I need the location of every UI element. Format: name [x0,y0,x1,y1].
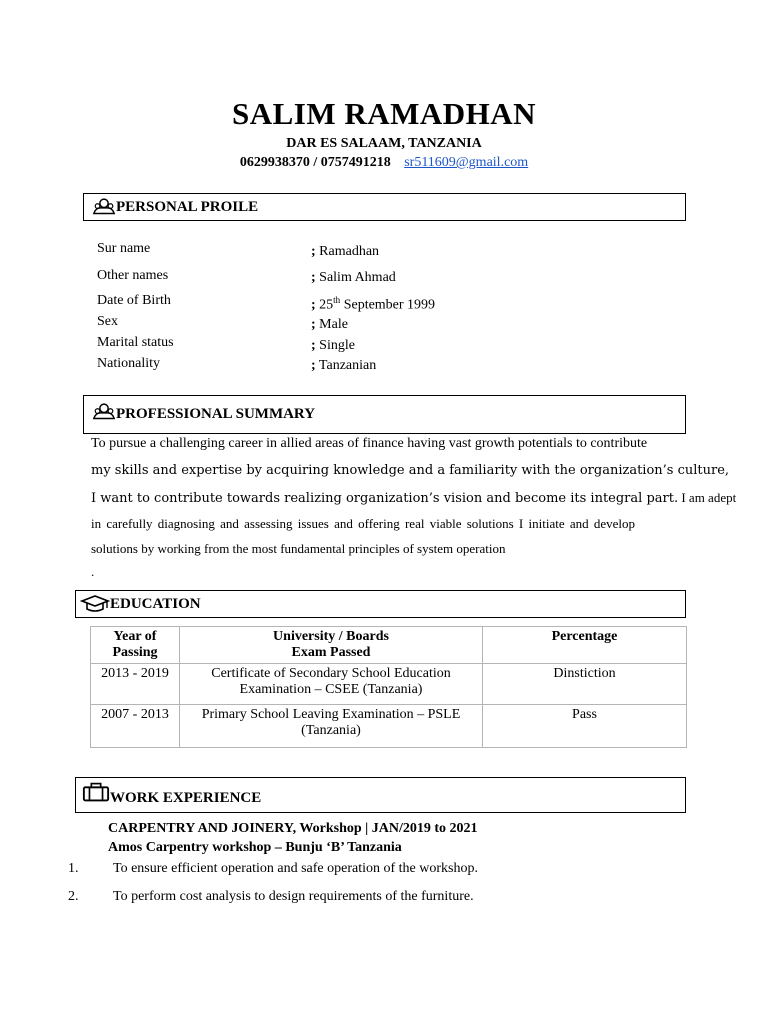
briefcase-icon [82,781,110,803]
table-cell: Primary School Leaving Examination – PSLE (Tanzania) [180,705,483,748]
candidate-name: SALIM RAMADHAN [231,96,537,131]
list-number: 1. [68,861,79,876]
summary-line: in carefully diagnosing and assessing issues and offering real viable solutions I initiate and develop [91,516,636,531]
section-work-experience [75,777,686,813]
summary-line: my skills and expertise by acquiring knowledge and a familiarity with the organization’s culture, [91,463,730,478]
person-group-icon [92,402,116,422]
profile-value: ; 25th September 1999 [311,295,436,313]
profile-label: Date of Birth [97,293,171,308]
summary-line: To pursue a challenging career in allied areas of finance having vast growth potentials to contribute [91,436,648,451]
profile-value: ; Salim Ahmad [311,270,396,285]
profile-value: ; Male [311,317,348,332]
job-title-line: CARPENTRY AND JOINERY, Workshop | JAN/2019 to 2021 [108,821,478,836]
section-title: PROFESSIONAL SUMMARY [116,406,316,422]
summary-line: I want to contribute towards realizing organization’s vision and become its integral part. I am adept [91,490,737,506]
profile-label: Sur name [97,241,151,256]
table-cell: 2007 - 2013 [91,705,180,748]
profile-label: Marital status [97,335,174,350]
column-header: Year of Passing [91,627,180,664]
table-row [91,705,687,748]
profile-value: ; Single [311,338,355,353]
summary-line: . [91,564,95,579]
profile-label: Nationality [97,356,160,371]
graduation-cap-icon [80,594,110,614]
list-item: To perform cost analysis to design requirements of the furniture. [113,889,474,904]
profile-value: ; Tanzanian [311,358,377,373]
summary-line: solutions by working from the most fundamental principles of system operation [91,541,506,556]
table-cell: Pass [483,705,687,748]
employer-line: Amos Carpentry workshop – Bunju ‘B’ Tanzania [108,840,402,855]
phone-numbers: 0629938370 / 0757491218 [239,155,391,170]
section-title: PERSONAL PROILE [116,198,259,215]
section-title: WORK EXPERIENCE [110,789,262,806]
column-header: University / Boards Exam Passed [180,627,483,664]
section-professional-summary [83,395,686,434]
section-title: EDUCATION [110,595,201,612]
education-table [90,626,687,748]
table-cell: Dinstiction [483,664,687,705]
profile-label: Sex [97,314,118,329]
profile-value: ; Ramadhan [311,244,380,259]
profile-label: Other names [97,268,169,283]
email-link[interactable]: sr511609@gmail.com [404,155,529,170]
list-number: 2. [68,889,79,904]
section-education [75,590,686,618]
column-header: Percentage [483,627,687,664]
person-group-icon [92,197,116,217]
table-cell: 2013 - 2019 [91,664,180,705]
candidate-location: DAR ES SALAAM, TANZANIA [286,136,482,151]
list-item: To ensure efficient operation and safe operation of the workshop. [113,861,478,876]
table-row [91,664,687,705]
table-header-row [91,627,687,664]
table-cell: Certificate of Secondary School Education Examination – CSEE (Tanzania) [180,664,483,705]
contact-line [0,155,768,171]
section-personal-profile [83,193,686,221]
